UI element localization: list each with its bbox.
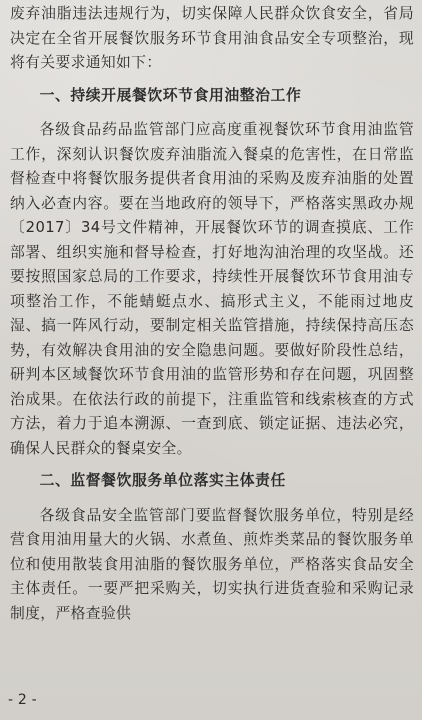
- section-heading-1: 一、持续开展餐饮环节食用油整治工作: [39, 86, 302, 104]
- heading-gap: [10, 494, 414, 504]
- section-heading-2: 二、监督餐饮服务单位落实主体责任: [39, 472, 286, 489]
- document-body: [10, 2, 414, 626]
- page-number: - 2 -: [8, 692, 37, 708]
- heading-gap: [10, 108, 414, 118]
- section-paragraph-1: 各级食品药品监管部门应高度重视餐饮环节食用油监管工作，深刻认识餐饮废弃油脂流入餐桌的危害性，在日常监督检查中将餐饮服务提供者食用油的采购及废弃油脂的处置纳入必查内容。要在当地政府的领导下，严格落实黑政办规〔2017〕34号文件精神，开展餐饮环节的调查摸底、工作部署、组织实施和督导检查，打好地沟油治理的攻坚战。还要按照国家总局的工作要求，持续性开展餐饮环节食用油专项整治工作，不能蜻蜓点水、搞形式主义，不能雨过地皮湿、搞一阵风行动，要制定相关监管措施，持续保持高压态势，有效解决食用油的安全隐患问题。要做好阶段性总结，研判本区域餐饮环节食用油的监管形势和存在问题，巩固整治成果。在依法行政的前提下，注重监管和线索核查的方式方法，着力于追本溯源、一查到底、锁定证据、违法必究，确保人民群众的餐桌安全。: [10, 121, 414, 457]
- intro-paragraph: 废弃油脂违法违规行为，切实保障人民群众饮食安全，省局决定在全省开展餐饮服务环节食用油食品安全专项整治，现将有关要求通知如下：: [10, 5, 414, 71]
- section-gap: [10, 461, 414, 469]
- section-paragraph-2: 各级食品安全监管部门要监督餐饮服务单位，特别是经营食用油用量大的火锅、水煮鱼、煎炸类菜品的餐饮服务单位和使用散装食用油脂的餐饮服务单位，严格落实食品安全主体责任。一要严把采购关，切实执行进货查验和采购记录制度，严格查验供: [10, 506, 414, 622]
- section-gap: [10, 76, 414, 84]
